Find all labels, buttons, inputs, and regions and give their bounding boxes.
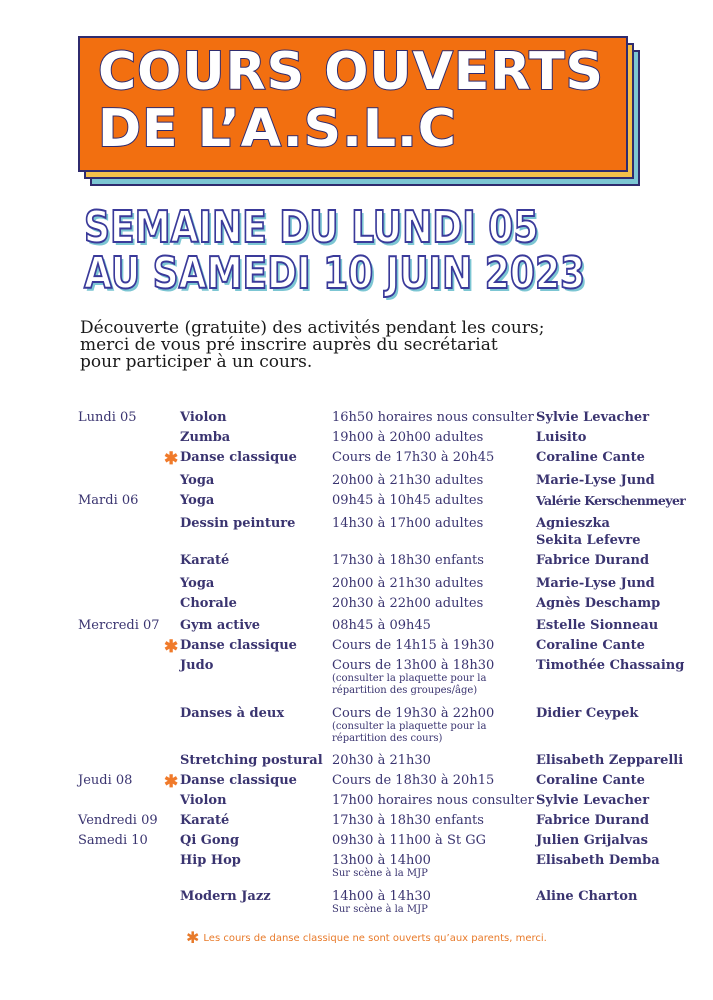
teacher-name-text: Estelle Sionneau [536, 618, 659, 633]
week-line-1: SEMAINE DU LUNDI 05 [84, 202, 539, 253]
activity-name: Modern Jazz [180, 889, 271, 904]
time-text: 09h30 à 11h00 à St GG [332, 833, 486, 848]
schedule-time [332, 889, 431, 916]
schedule-time [332, 706, 494, 745]
activity-name: Judo [180, 658, 214, 673]
schedule-time [332, 618, 431, 633]
activity-name: Zumba [180, 430, 231, 445]
week-line-2: AU SAMEDI 10 JUIN 2023 [84, 248, 586, 299]
activity-name: Qi Gong [180, 833, 240, 848]
activity-name: Yoga [180, 576, 215, 591]
teacher-name [536, 706, 638, 721]
teacher-name-text: Sylvie Levacher [536, 793, 650, 808]
time-text: 20h30 à 21h30 [332, 753, 431, 768]
teacher-name-text: Fabrice Durand [536, 553, 650, 568]
footnote [186, 928, 547, 947]
time-text: Cours de 14h15 à 19h30 [332, 638, 495, 653]
intro-line-2: merci de vous pré inscrire auprès du secrétariat [80, 335, 498, 355]
activity-name: Dessin peinture [180, 516, 296, 531]
time-note: (consulter la plaquette pour la [332, 721, 487, 732]
schedule-time [332, 833, 486, 848]
schedule-time [332, 638, 494, 653]
activity-name: Violon [180, 410, 227, 425]
intro-line-3: pour participer à un cours. [80, 352, 313, 372]
teacher-name [536, 410, 649, 425]
activity-name: Yoga [180, 473, 215, 488]
teacher-name-text: Didier Ceypek [536, 706, 639, 721]
schedule-time [332, 576, 483, 591]
day-label: Lundi 05 [78, 410, 137, 425]
time-note: répartition des cours) [332, 733, 443, 744]
teacher-name [536, 553, 649, 568]
time-text: 20h30 à 22h00 adultes [332, 596, 484, 611]
teacher-name-text: Coraline Cante [536, 450, 645, 465]
teacher-name [536, 833, 648, 848]
time-text: Cours de 17h30 à 20h45 [332, 450, 495, 465]
time-text: 17h00 horaires nous consulter [332, 793, 534, 808]
teacher-name-text: Fabrice Durand [536, 813, 650, 828]
teacher-name-text: Sekita Lefevre [536, 533, 641, 548]
teacher-name [536, 813, 649, 828]
activity-name: Danse classique [180, 773, 297, 788]
activity-name: Hip Hop [180, 853, 241, 868]
teacher-name-text: Julien Grijalvas [536, 833, 648, 848]
time-note: Sur scène à la MJP [332, 868, 428, 879]
day-label: Vendredi 09 [78, 813, 158, 828]
activity-name: Karaté [180, 813, 230, 828]
teacher-name [536, 889, 637, 904]
time-text: 09h45 à 10h45 adultes [332, 493, 484, 508]
time-note: répartition des groupes/âge) [332, 685, 478, 696]
activity-name: Karaté [180, 553, 230, 568]
teacher-name-text: Marie-Lyse Jund [536, 473, 655, 488]
teacher-name [536, 473, 655, 488]
day-label: Samedi 10 [78, 833, 148, 848]
schedule-time [332, 553, 484, 568]
teacher-name-text: Marie-Lyse Jund [536, 576, 655, 591]
time-text: 17h30 à 18h30 enfants [332, 813, 484, 828]
schedule-time [332, 596, 483, 611]
asterisk-icon: ✱ [164, 637, 179, 657]
time-text: 08h45 à 09h45 [332, 618, 431, 633]
day-label: Mercredi 07 [78, 618, 160, 633]
teacher-name-text: Coraline Cante [536, 773, 645, 788]
schedule-time [332, 813, 484, 828]
teacher-name-text: Sylvie Levacher [536, 410, 650, 425]
teacher-name [536, 773, 645, 788]
time-text: Cours de 13h00 à 18h30 [332, 658, 495, 673]
teacher-name [536, 618, 658, 633]
schedule-time [332, 658, 494, 697]
time-text: 13h00 à 14h00 [332, 853, 431, 868]
activity-name: Violon [180, 793, 227, 808]
title-line-1: COURS OUVERTS [98, 42, 605, 102]
activity-name: Stretching postural [180, 753, 323, 768]
asterisk-icon: ✱ [164, 772, 179, 792]
teacher-name-text: Elisabeth Demba [536, 853, 660, 868]
schedule-time [332, 430, 483, 445]
teacher-name-text: Coraline Cante [536, 638, 645, 653]
teacher-name-text: Luisito [536, 430, 587, 445]
asterisk-icon: ✱ [186, 928, 200, 947]
schedule-time [332, 450, 494, 465]
teacher-name [536, 450, 645, 465]
time-text: 14h00 à 14h30 [332, 889, 431, 904]
time-text: Cours de 19h30 à 22h00 [332, 706, 495, 721]
intro-line-1: Découverte (gratuite) des activités pendant les cours; [80, 318, 545, 338]
footnote-text: Les cours de danse classique ne sont ouverts qu’aux parents, merci. [203, 933, 547, 944]
teacher-name-text: Valérie Kerschenmeyer [536, 493, 686, 508]
time-text: 20h00 à 21h30 adultes [332, 473, 484, 488]
activity-name: Danses à deux [180, 706, 285, 721]
day-label: Mardi 06 [78, 493, 139, 508]
time-text: Cours de 18h30 à 20h15 [332, 773, 495, 788]
schedule-time [332, 853, 431, 880]
teacher-name [536, 493, 685, 508]
teacher-name [536, 753, 683, 768]
teacher-name-text: Agnès Deschamp [536, 596, 661, 611]
time-text: 14h30 à 17h00 adultes [332, 516, 484, 531]
teacher-name [536, 596, 660, 611]
teacher-name [536, 576, 655, 591]
schedule-time [332, 773, 494, 788]
activity-name: Danse classique [180, 638, 297, 653]
time-text: 16h50 horaires nous consulter [332, 410, 534, 425]
schedule-time [332, 410, 534, 425]
activity-name: Chorale [180, 596, 237, 611]
time-note: Sur scène à la MJP [332, 904, 428, 915]
time-text: 17h30 à 18h30 enfants [332, 553, 484, 568]
teacher-name [536, 853, 660, 868]
teacher-name [536, 793, 649, 808]
schedule-time [332, 493, 483, 508]
teacher-name-text: Agnieszka [536, 516, 610, 531]
teacher-name-text: Timothée Chassaing [536, 658, 685, 673]
title-line-2: DE L’A.S.L.C [98, 99, 457, 159]
teacher-name [536, 638, 645, 653]
teacher-name [536, 516, 641, 548]
time-text: 19h00 à 20h00 adultes [332, 430, 484, 445]
teacher-name-text: Elisabeth Zepparelli [536, 753, 684, 768]
teacher-name [536, 430, 586, 445]
activity-name: Gym active [180, 618, 261, 633]
schedule-time [332, 793, 534, 808]
teacher-name [536, 658, 684, 673]
time-text: 20h00 à 21h30 adultes [332, 576, 484, 591]
asterisk-icon: ✱ [164, 449, 179, 469]
day-label: Jeudi 08 [78, 773, 133, 788]
activity-name: Yoga [180, 493, 215, 508]
activity-name: Danse classique [180, 450, 297, 465]
schedule-time [332, 473, 483, 488]
teacher-name-text: Aline Charton [536, 889, 638, 904]
schedule-time [332, 753, 431, 768]
time-note: (consulter la plaquette pour la [332, 673, 487, 684]
schedule-time [332, 516, 483, 531]
